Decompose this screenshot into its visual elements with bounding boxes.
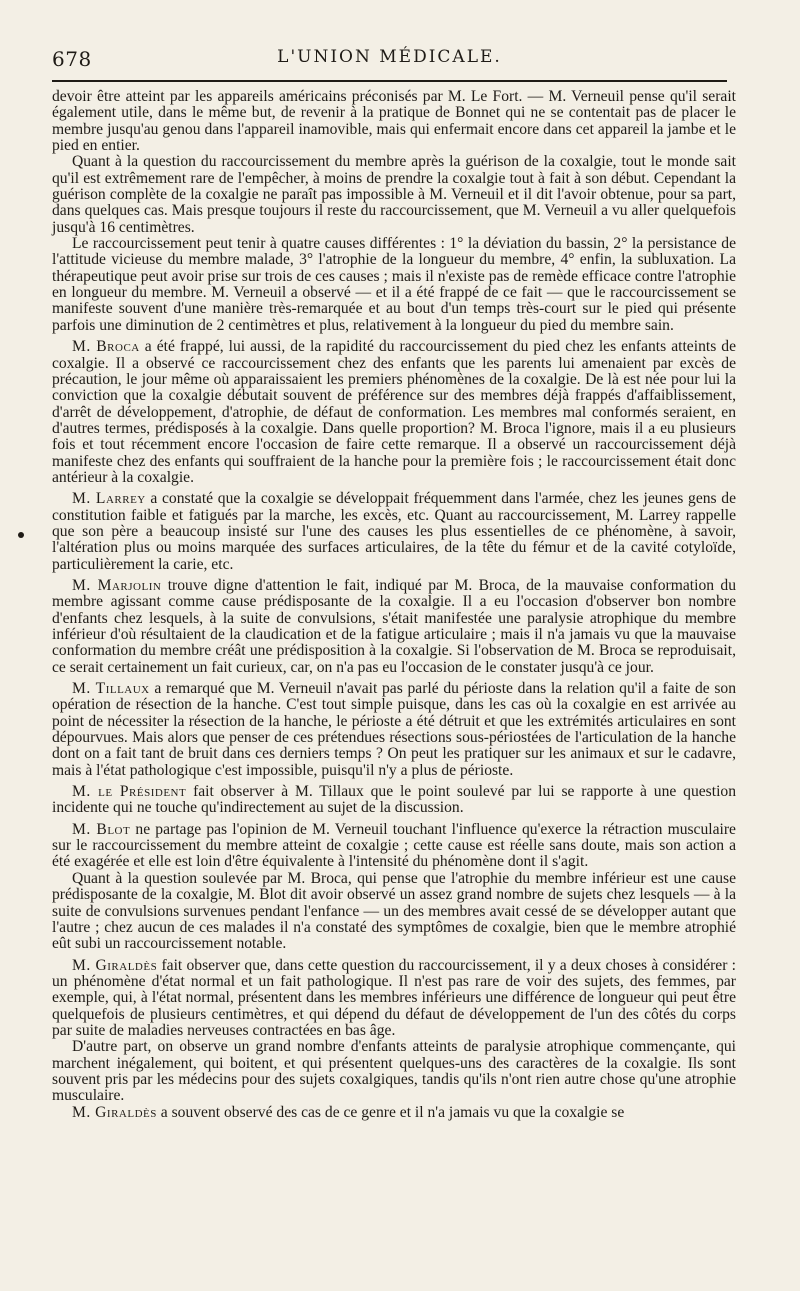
paragraph-text: a constaté que la coxalgie se développait fréquemment dans l'armée, chez les jeunes gens de constitution faible et fatigués par la marche, les excès, etc. Quant au raccourcissement, M. Larrey rappelle que son père a beaucoup insisté sur l'une des causes les plus essentielles de ce phénomène, à savoir, l'altération plus ou moins marquée des surfaces articulaires, de la tête du fémur et de la cavité cotyloïde, particulièrement la carie, etc. <box>52 490 736 573</box>
paragraph-text: ne partage pas l'opinion de M. Verneuil touchant l'influence qu'exerce la rétraction musculaire sur le raccourcissement du membre atteint de coxalgie ; cette cause est réelle sans doute, mais son action a été exagérée et elle est loin d'être équivalente à l'intensité du phénomène dont il s'agit. <box>52 820 736 871</box>
running-title: L'UNION MÉDICALE. <box>277 47 502 67</box>
paragraph <box>52 154 736 236</box>
paragraph <box>52 681 736 779</box>
page-number: 678 <box>52 47 92 71</box>
paragraph-text: a remarqué que M. Verneuil n'avait pas parlé du périoste dans la relation qu'il a faite de son opération de résection de la hanche. C'est tout simple puisque, dans les cas où la coxalgie en est arrivée au point de nécessiter la résection de la hanche, le périoste a été détruit et que les extrémités articulaires en sont dépourvues. Mais alors que penser de ces prétendues résections sous-périostées de l'articulation de la hanche dont on a fait tant de bruit dans ces derniers temps ? On peut les pratiquer sur les animaux et sur le cadavre, mais à l'état pathologique c'est impossible, puisqu'il n'y a plus de périoste. <box>52 680 737 779</box>
header-rule <box>52 80 727 82</box>
paragraph <box>52 1039 736 1104</box>
speaker-name: M. Giraldès <box>72 956 158 974</box>
paragraph <box>52 236 736 334</box>
speaker-name: M. Blot <box>72 820 131 838</box>
paragraph <box>52 1105 736 1121</box>
speaker-name: M. Tillaux <box>72 680 150 698</box>
speaker-name: M. Larrey <box>72 490 146 508</box>
paragraph-text: a été frappé, lui aussi, de la rapidité du raccourcissement du pied chez les enfants atteints de coxalgie. Il a observé ce raccourcissement chez des enfants que les parents lui amenaient par excès de précaution, le jour même où apparaissaient les premiers phénomènes de la coxalgie. De là est née pour lui la conviction que la coxalgie débutait souvent de préférence sur des membres déjà frappés d'affaiblissement, d'arrêt de développement, d'atrophie, de défaut de conformation. Les membres mal conformés seraient, en d'autres termes, prédisposés à la coxalgie. Dans quelle proportion? M. Broca l'ignore, mais il a eu plusieurs fois et tout récemment encore l'occasion de faire cette remarque. Il a observé un raccourcissement déjà manifeste chez des enfants qui souffraient de la hanche pour la première fois ; le raccourcissement était donc antérieur à la coxalgie. <box>52 338 737 486</box>
paragraph-text: trouve digne d'attention le fait, indiqué par M. Broca, de la mauvaise conformation du membre agissant comme cause prédisposante de la coxalgie. Il a eu l'occasion d'observer bon nombre d'enfants chez lesquels, à la suite de convulsions, s'était manifestée une paralysie atrophique du membre inférieur d'où résultaient de la claudication et de la fatigue articulaire ; mais il n'a jamais vu que la mauvaise conformation du membre créât une prédisposition à la coxalgie. Si l'observation de M. Broca se reproduisait, ce serait certainement un fait curieux, car, on n'a pas eu l'occasion de le constater jusqu'à ce jour. <box>52 576 737 676</box>
paragraph-text: Quant à la question soulevée par M. Broca, qui pense que l'atrophie du membre inférieur est une cause prédisposante de la coxalgie, M. Blot dit avoir observé un assez grand nombre de sujets chez lesquels — à la suite de convulsions survenues pendant l'enfance — un des membres avait cessé de se développer autant que l'autre ; chez aucun de ces malades il n'a constaté des symptômes de coxalgie, bien que le membre atrophié eût subi un raccourcissement notable. <box>52 869 736 953</box>
paragraph <box>52 822 736 871</box>
paragraph <box>52 871 736 953</box>
speaker-name: M. le Président <box>72 783 187 801</box>
paragraph-text: Le raccourcissement peut tenir à quatre causes différentes : 1° la déviation du bassin, 2° la persistance de l'attitude vicieuse du membre malade, 3° l'atrophie de la longueur du membre, 4° enfin, la subluxation. La thérapeutique peut avoir prise sur trois de ces causes ; mais il n'existe pas de remède efficace contre l'atrophie en longueur du membre. M. Verneuil a observé — et il a été frappé de ce fait — que le raccourcissement se manifeste souvent d'une manière très-remarquée et au bout d'un temps très-court sur le pied qui présente parfois une diminution de 2 centimètres et plus, relativement à la longueur du pied du membre sain. <box>52 235 736 334</box>
margin-mark <box>18 532 24 538</box>
paragraph-text: a souvent observé des cas de ce genre et il n'a jamais vu que la coxalgie se <box>160 1103 625 1121</box>
paragraph <box>52 958 736 1040</box>
paragraph <box>52 339 736 486</box>
paragraph-text: Quant à la question du raccourcissement du membre après la guérison de la coxalgie, tout le monde sait qu'il est extrêmement rare de l'empêcher, à moins de prendre la coxalgie tout à fait à son début. Cependant la guérison complète de la coxalgie ne paraît pas impossible à M. Verneuil et il dit l'avoir obtenue, pour sa part, dans quelques cas. Mais presque toujours il reste du raccourcissement, que M. Verneuil a vu aller quelquefois jusqu'à 16 centimètres. <box>52 153 736 236</box>
speaker-name: M. Giraldès <box>72 1103 157 1121</box>
article-body <box>52 89 736 1121</box>
paragraph-text: devoir être atteint par les appareils américains préconisés par M. Le Fort. — M. Verneuil pense qu'il serait également utile, dans le même but, de revenir à la pratique de Bonnet qui ne se contentait pas de placer le membre jusqu'au genou dans l'appareil inamovible, mais qui enfermait encore dans cet appareil la jambe et le pied en entier. <box>52 88 736 155</box>
paragraph-text: fait observer que, dans cette question du raccourcissement, il y a deux choses à considérer : un phénomène d'état normal et un fait pathologique. Il n'est pas rare de voir des sujets, des femmes, par exemple, qui, à l'état normal, présentent dans les membres inférieurs une différence de longueur qui peut être quelquefois de plusieurs centimètres, et qui dépend du défaut de développement de l'un des côtés du corps par suite de maladies nerveuses contractées en bas âge. <box>52 956 736 1039</box>
running-header <box>52 47 727 73</box>
paragraph <box>52 784 736 817</box>
paragraph <box>52 491 736 573</box>
speaker-name: M. Broca <box>72 338 140 356</box>
paragraph <box>52 89 736 154</box>
paragraph-text: fait observer à M. Tillaux que le point soulevé par lui se rapporte à une question incidente qui ne touche qu'indirectement au sujet de la discussion. <box>52 783 736 817</box>
paragraph-text: D'autre part, on observe un grand nombre d'enfants atteints de paralysie atrophique commençante, qui marchent inégalement, qui boitent, et qui présentent quelques-uns des caractères de la coxalgie. Ils sont souvent pris par les médecins pour des sujets coxalgiques, tandis qu'ils n'ont rien autre chose qu'une atrophie musculaire. <box>52 1038 736 1105</box>
paragraph <box>52 578 736 676</box>
speaker-name: M. Marjolin <box>72 576 162 594</box>
